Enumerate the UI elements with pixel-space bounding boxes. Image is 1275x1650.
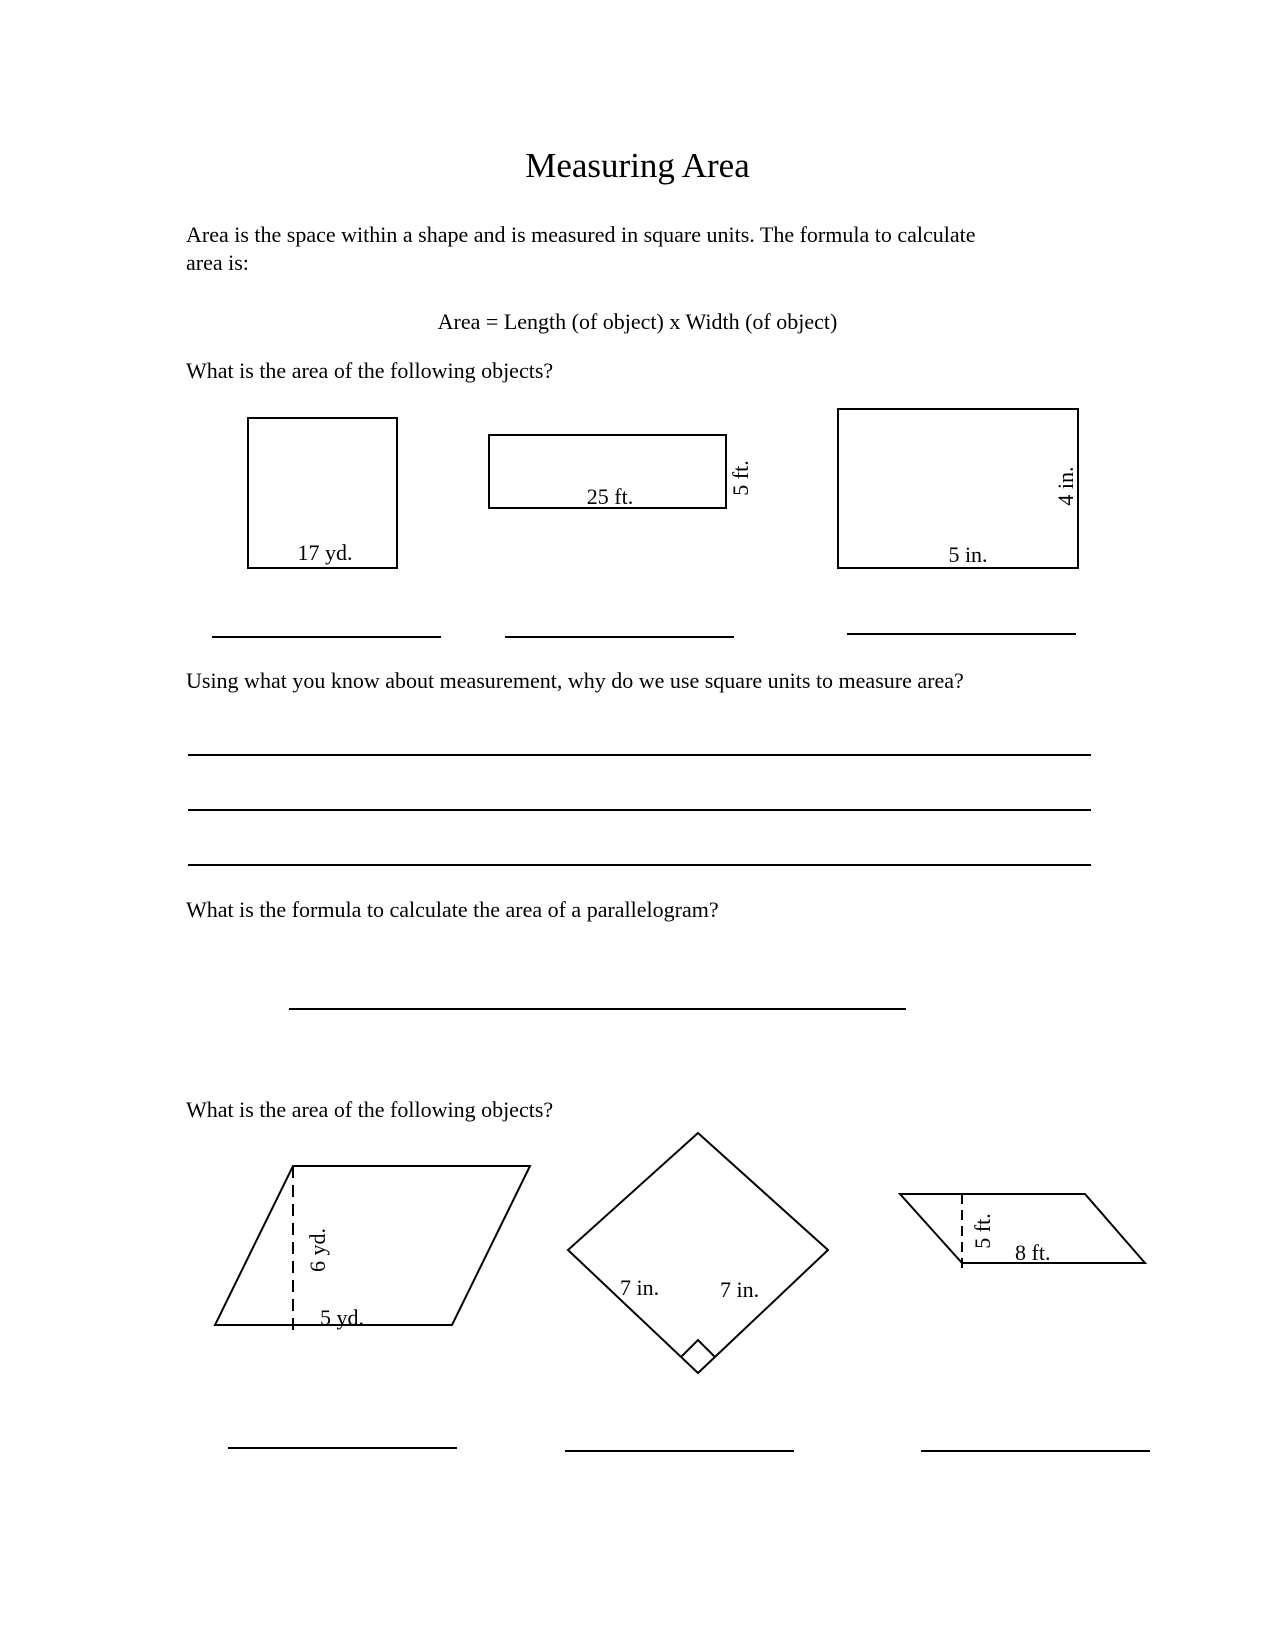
parallelogram-left-height-label: 6 yd. — [305, 1228, 330, 1272]
diamond-side-left-label: 7 in. — [620, 1275, 660, 1300]
diamond-side-right-label: 7 in. — [720, 1277, 760, 1302]
answer-line-large-rectangle[interactable] — [847, 633, 1076, 635]
right-angle-marker — [681, 1340, 715, 1357]
parallelogram-right-figure — [900, 1194, 1145, 1268]
diamond-figure — [568, 1133, 828, 1373]
question-parallelogram-formula: What is the formula to calculate the area of a parallelogram? — [186, 897, 719, 922]
parallelogram-left-shape — [215, 1166, 530, 1325]
small-rectangle-figure — [489, 435, 753, 509]
small-rectangle-width-label: 5 ft. — [728, 460, 753, 496]
question-area-rectangles: What is the area of the following objects? — [186, 358, 554, 383]
large-rectangle-length-label: 5 in. — [948, 542, 988, 567]
parallelogram-left-figure — [215, 1166, 530, 1330]
square-side-label: 17 yd. — [297, 540, 353, 565]
answer-line-parallelogram-formula[interactable] — [289, 1008, 906, 1010]
parallelogram-right-height-label: 5 ft. — [970, 1213, 995, 1249]
answer-line-square[interactable] — [212, 636, 441, 638]
parallelogram-right-base-label: 8 ft. — [1015, 1240, 1051, 1265]
diamond-shape — [568, 1133, 828, 1373]
answer-line-parallelogram-left[interactable] — [228, 1447, 457, 1449]
answer-line-diamond[interactable] — [565, 1450, 794, 1452]
worksheet-title: Measuring Area — [525, 146, 750, 185]
question-area-parallelograms: What is the area of the following objects? — [186, 1097, 554, 1122]
area-formula: Area = Length (of object) x Width (of object) — [437, 309, 838, 334]
large-rectangle-figure — [838, 409, 1078, 568]
answer-line-square-units-1[interactable] — [188, 754, 1091, 756]
question-square-units: Using what you know about measurement, why do we use square units to measure area? — [186, 668, 964, 693]
answer-line-square-units-2[interactable] — [188, 809, 1091, 811]
large-rectangle-width-label: 4 in. — [1053, 466, 1078, 506]
answer-line-small-rectangle[interactable] — [505, 636, 734, 638]
parallelogram-left-base-label: 5 yd. — [320, 1305, 364, 1330]
answer-line-square-units-3[interactable] — [188, 864, 1091, 866]
small-rectangle-length-label: 25 ft. — [586, 484, 634, 509]
answer-line-parallelogram-right[interactable] — [921, 1450, 1150, 1452]
square-figure — [248, 418, 397, 568]
intro-paragraph: Area is the space within a shape and is measured in square units. The formula to calculate area is: — [186, 222, 976, 275]
